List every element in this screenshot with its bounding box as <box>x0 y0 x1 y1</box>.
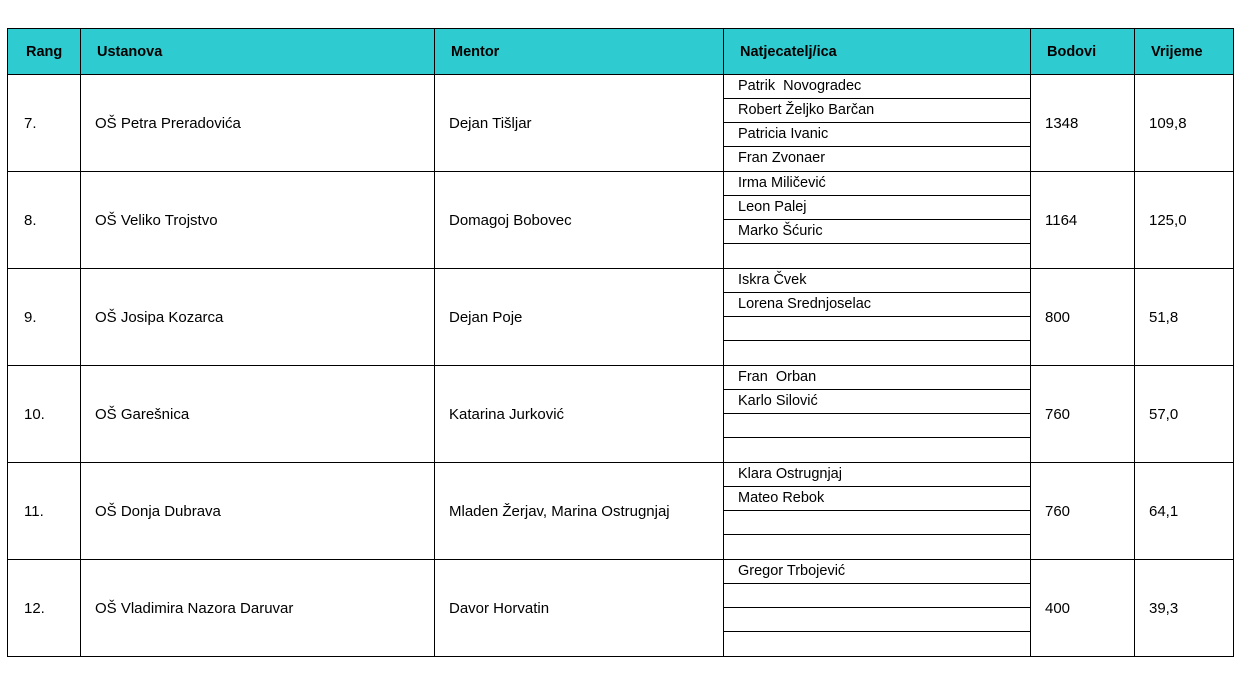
rang-cell: 10. <box>8 366 81 463</box>
rang-cell: 8. <box>8 172 81 269</box>
natjecatelj-name: Robert Željko Barčan <box>724 99 1030 123</box>
natjecatelj-name: Patrik Novogradec <box>724 75 1030 99</box>
natjecatelj-name: Iskra Čvek <box>724 269 1030 293</box>
header-vrijeme: Vrijeme <box>1135 29 1234 75</box>
natjecatelj-name <box>724 438 1030 462</box>
ustanova-cell: OŠ Petra Preradovića <box>81 75 435 172</box>
natjecatelj-name: Fran Orban <box>724 366 1030 390</box>
rang-cell: 7. <box>8 75 81 172</box>
vrijeme-cell: 57,0 <box>1135 366 1234 463</box>
header-mentor: Mentor <box>435 29 724 75</box>
ustanova-cell: OŠ Vladimira Nazora Daruvar <box>81 560 435 657</box>
natjecatelji-cell <box>724 366 1031 463</box>
mentor-cell: Dejan Poje <box>435 269 724 366</box>
natjecatelj-name: Lorena Srednjoselac <box>724 293 1030 317</box>
natjecatelj-name: Leon Palej <box>724 196 1030 220</box>
natjecatelj-name: Karlo Silović <box>724 390 1030 414</box>
header-rang: Rang <box>8 29 81 75</box>
natjecatelj-name <box>724 584 1030 608</box>
header-row <box>8 29 1234 75</box>
natjecatelj-name: Irma Miličević <box>724 172 1030 196</box>
bodovi-cell: 400 <box>1031 560 1135 657</box>
table-row <box>8 269 1234 366</box>
natjecatelj-name: Mateo Rebok <box>724 487 1030 511</box>
natjecatelj-name: Gregor Trbojević <box>724 560 1030 584</box>
natjecatelji-list <box>724 269 1030 365</box>
natjecatelji-list <box>724 172 1030 268</box>
vrijeme-cell: 109,8 <box>1135 75 1234 172</box>
table-row <box>8 366 1234 463</box>
bodovi-cell: 1164 <box>1031 172 1135 269</box>
natjecatelji-cell <box>724 75 1031 172</box>
table-row <box>8 172 1234 269</box>
ustanova-cell: OŠ Garešnica <box>81 366 435 463</box>
natjecatelj-name: Marko Šćuric <box>724 220 1030 244</box>
mentor-cell: Domagoj Bobovec <box>435 172 724 269</box>
results-table <box>7 28 1234 657</box>
table-row <box>8 560 1234 657</box>
ustanova-cell: OŠ Veliko Trojstvo <box>81 172 435 269</box>
vrijeme-cell: 64,1 <box>1135 463 1234 560</box>
natjecatelj-name <box>724 244 1030 268</box>
natjecatelj-name <box>724 341 1030 365</box>
rang-cell: 9. <box>8 269 81 366</box>
bodovi-cell: 760 <box>1031 366 1135 463</box>
bodovi-cell: 800 <box>1031 269 1135 366</box>
natjecatelj-name: Fran Zvonaer <box>738 150 826 166</box>
natjecatelji-cell <box>724 463 1031 560</box>
header-ustanova: Ustanova <box>81 29 435 75</box>
table-row <box>8 463 1234 560</box>
mentor-cell: Davor Horvatin <box>435 560 724 657</box>
natjecatelj-name <box>724 414 1030 438</box>
natjecatelji-cell <box>724 172 1031 269</box>
table-row <box>8 75 1234 172</box>
natjecatelj-name: Klara Ostrugnjaj <box>724 463 1030 487</box>
natjecatelj-name: Patricia Ivanic <box>724 123 1030 147</box>
ustanova-cell: OŠ Josipa Kozarca <box>81 269 435 366</box>
natjecatelj-name <box>724 632 1030 656</box>
vrijeme-cell: 39,3 <box>1135 560 1234 657</box>
rang-cell: 11. <box>8 463 81 560</box>
natjecatelji-list <box>724 560 1030 656</box>
natjecatelji-list <box>724 366 1030 462</box>
rang-cell: 12. <box>8 560 81 657</box>
ustanova-cell: OŠ Donja Dubrava <box>81 463 435 560</box>
natjecatelj-name <box>724 608 1030 632</box>
natjecatelji-cell <box>724 269 1031 366</box>
mentor-cell: Katarina Jurković <box>435 366 724 463</box>
header-natjecatelji: Natjecatelj/ica <box>724 29 1031 75</box>
natjecatelj-name <box>724 535 1030 559</box>
vrijeme-cell: 125,0 <box>1135 172 1234 269</box>
header-bodovi: Bodovi <box>1031 29 1135 75</box>
mentor-cell: Mladen Žerjav, Marina Ostrugnjaj <box>435 463 724 560</box>
natjecatelji-list <box>724 463 1030 559</box>
bodovi-cell: 1348 <box>1031 75 1135 172</box>
natjecatelj-name <box>724 511 1030 535</box>
natjecatelji-cell <box>724 560 1031 657</box>
natjecatelji-list <box>724 75 1030 171</box>
natjecatelj-name <box>724 317 1030 341</box>
vrijeme-cell: 51,8 <box>1135 269 1234 366</box>
bodovi-cell: 760 <box>1031 463 1135 560</box>
mentor-cell: Dejan Tišljar <box>435 75 724 172</box>
